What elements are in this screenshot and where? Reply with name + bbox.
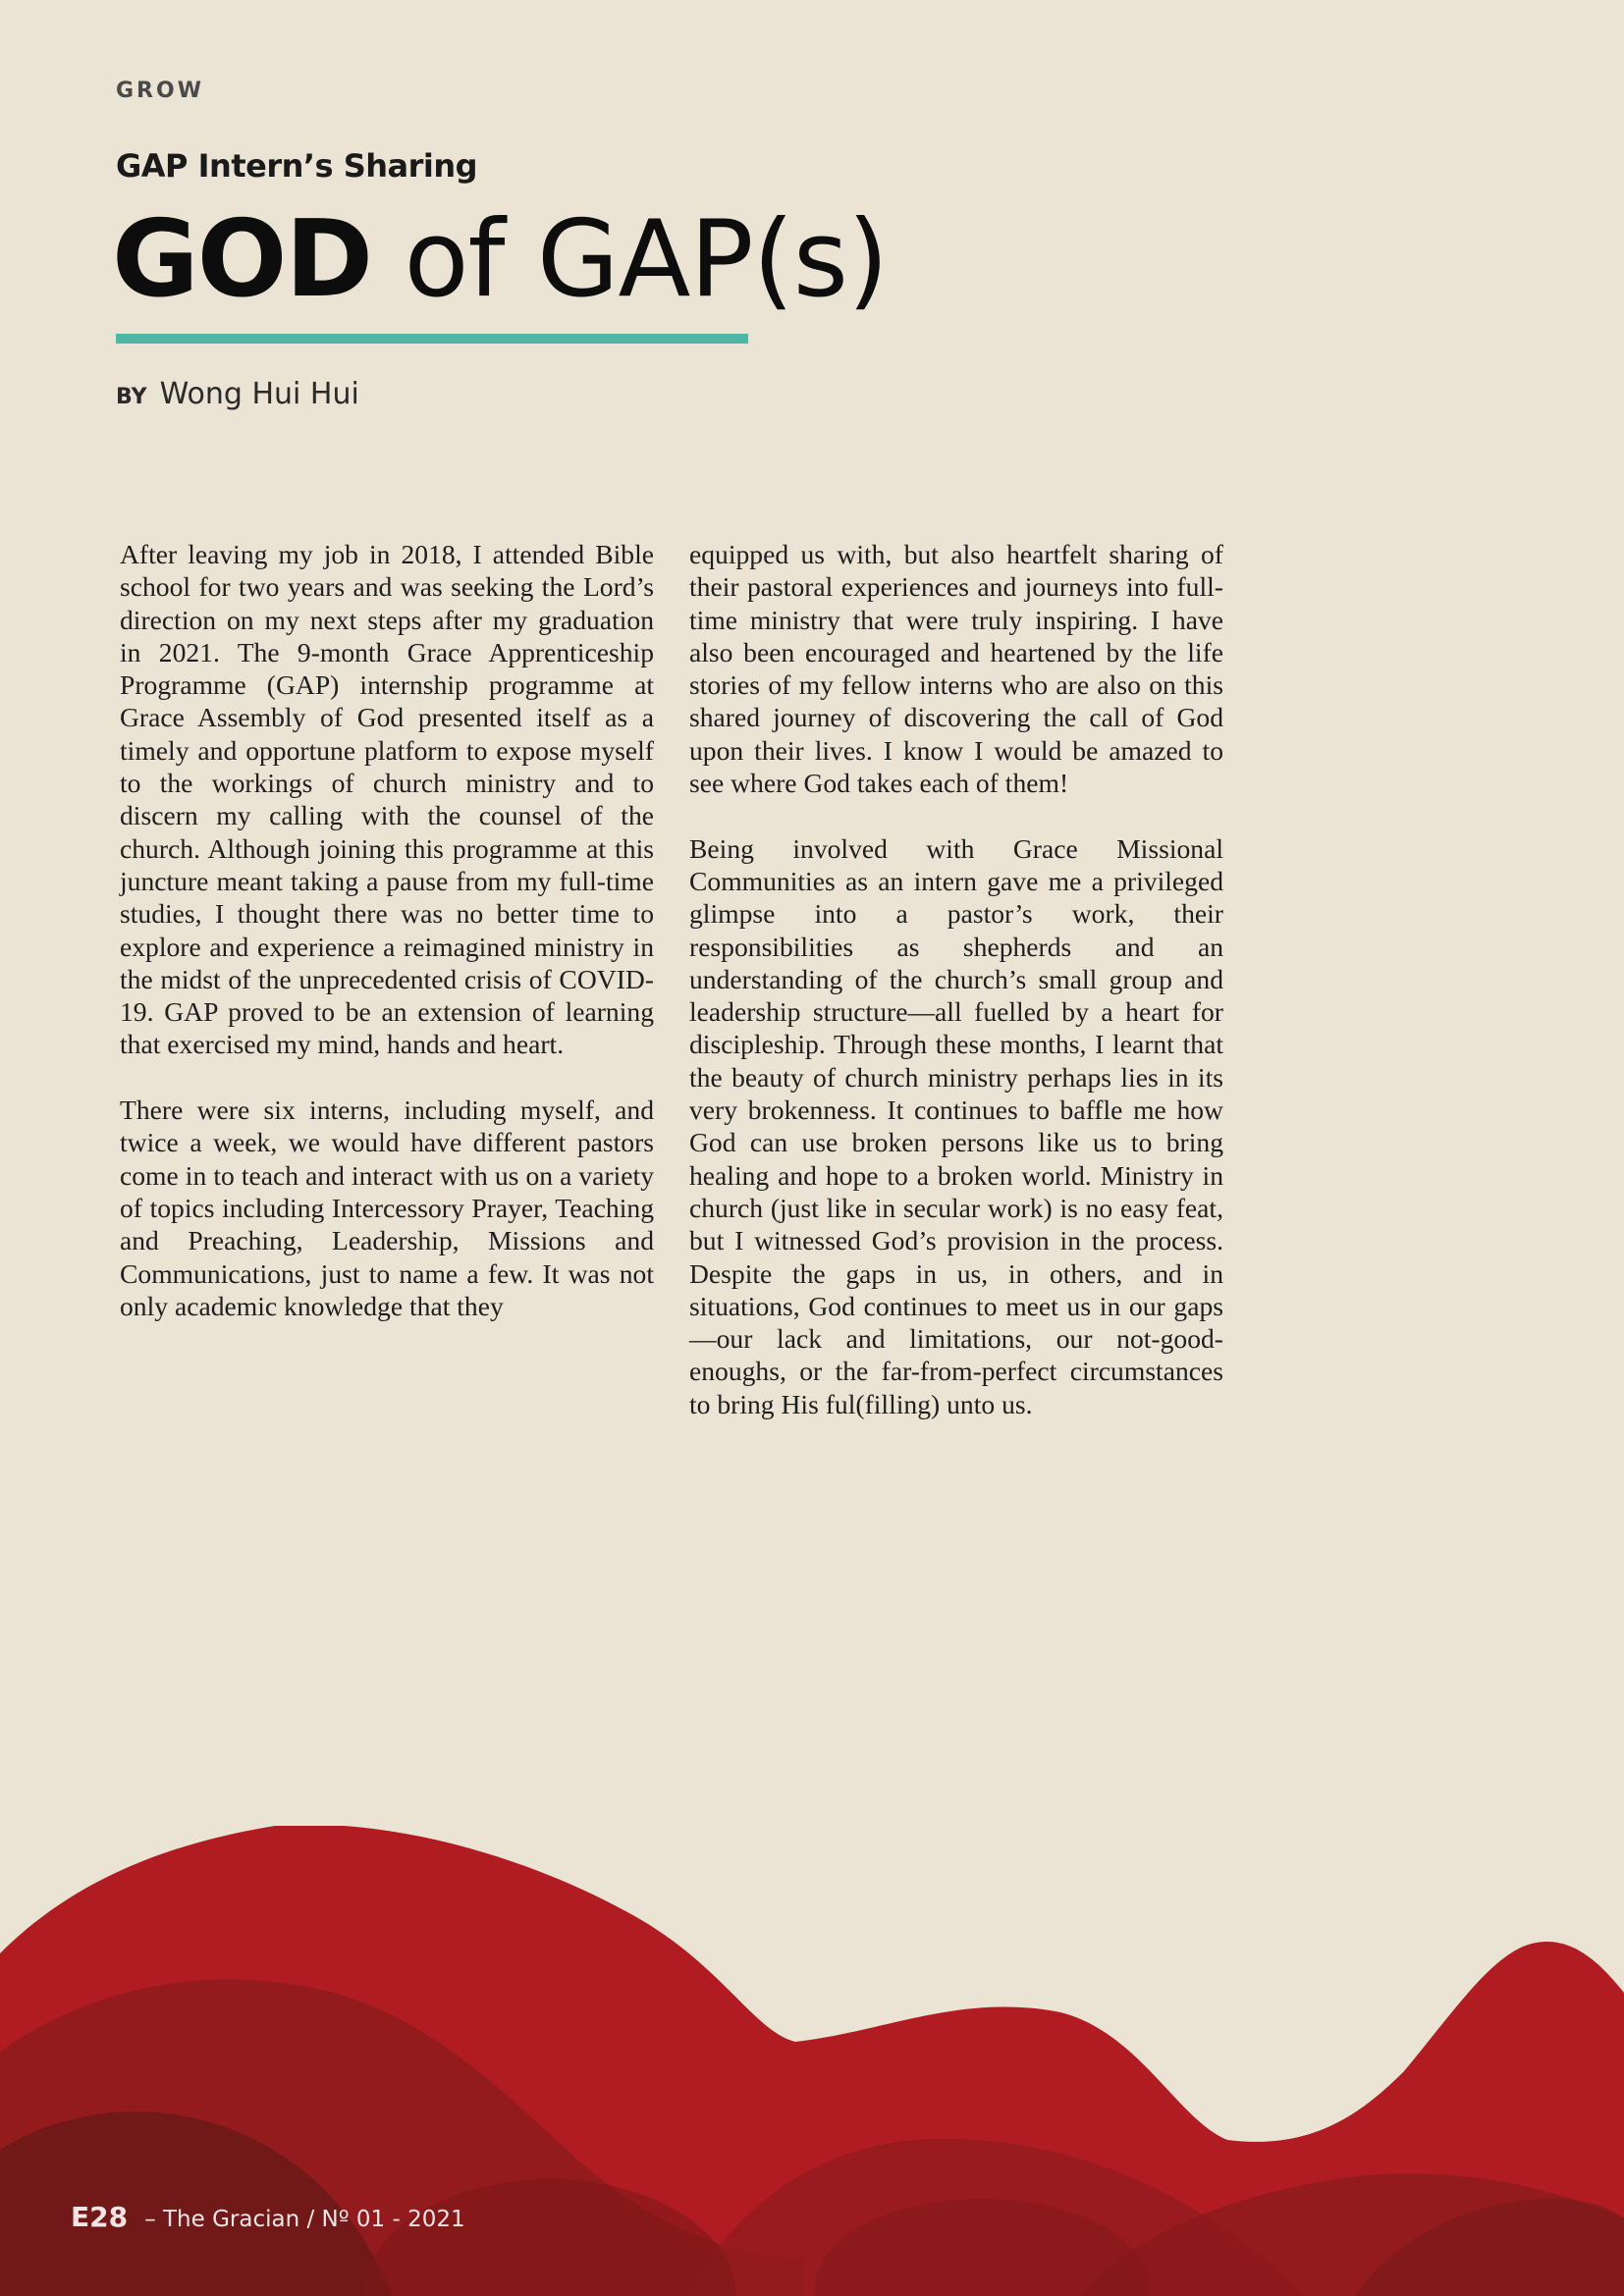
body-paragraph: There were six interns, including myself, and twice a week, we would have different pastors come in to teach and interact with us on a variety of topics including Intercessory Prayer, Teaching and Preaching, Leadership, Missions and Communications, just to name a few. It was not only academic knowledge that they <box>120 1095 654 1321</box>
author-name: Wong Hui Hui <box>159 377 359 411</box>
page-number: E28 <box>71 2201 129 2233</box>
title-light-part: of GAP(s) <box>371 198 889 321</box>
body-paragraph: After leaving my job in 2018, I attended Bible school for two years and was seeking the Lord’s direction on my next steps after my graduation in 2021. The 9-month Grace Apprenticeship Programme (GAP) internship programme at Grace Assembly of God presented itself as a timely and opportune platform to expose myself to the workings of church ministry and to discern my calling with the counsel of the church. Although joining this programme at this juncture meant taking a pause from my full-time studies, I thought there was no better time to explore and experience a reimagined ministry in the midst of the unprecedented crisis of COVID-19. GAP proved to be an extension of learning that exercised my mind, hands and heart. <box>120 539 654 1060</box>
publication-info: – The Gracian / Nº 01 - 2021 <box>144 2207 465 2232</box>
title-underline-rule <box>116 334 748 344</box>
body-paragraph: equipped us with, but also heartfelt sharing of their pastoral experiences and journeys into full-time ministry that were truly inspiring. I have also been encouraged and heartened by the life stories of my fellow interns who are also on this shared journey of discovering the call of God upon their lives. I know I would be amazed to see where God takes each of them! <box>689 539 1223 799</box>
byline <box>116 377 359 411</box>
article-column-right <box>689 538 1223 1453</box>
article-title <box>112 198 889 321</box>
byline-label: BY <box>116 385 147 409</box>
article-kicker: GAP Intern’s Sharing <box>116 147 478 185</box>
title-bold-part: GOD <box>112 198 372 321</box>
body-paragraph: Being involved with Grace Missional Communities as an intern gave me a privileged glimpse into a pastor’s work, their responsibilities as shepherds and an understanding of the church’s small group and leadership structure—all fuelled by a heart for discipleship. Through these months, I learnt that the beauty of church ministry perhaps lies in its very brokenness. It continues to baffle me how God can use broken persons like us to bring healing and hope to a broken world. Ministry in church (just like in secular work) is no easy feat, but I witnessed God’s provision in the process. Despite the gaps in us, in others, and in situations, God continues to meet us in our gaps—our lack and limitations, our not-good-enoughs, or the far-from-perfect circumstances to bring His ful(filling) unto us. <box>689 832 1223 1419</box>
page-footer <box>71 2201 465 2233</box>
article-column-left <box>120 538 654 1355</box>
section-label: GROW <box>116 79 204 103</box>
